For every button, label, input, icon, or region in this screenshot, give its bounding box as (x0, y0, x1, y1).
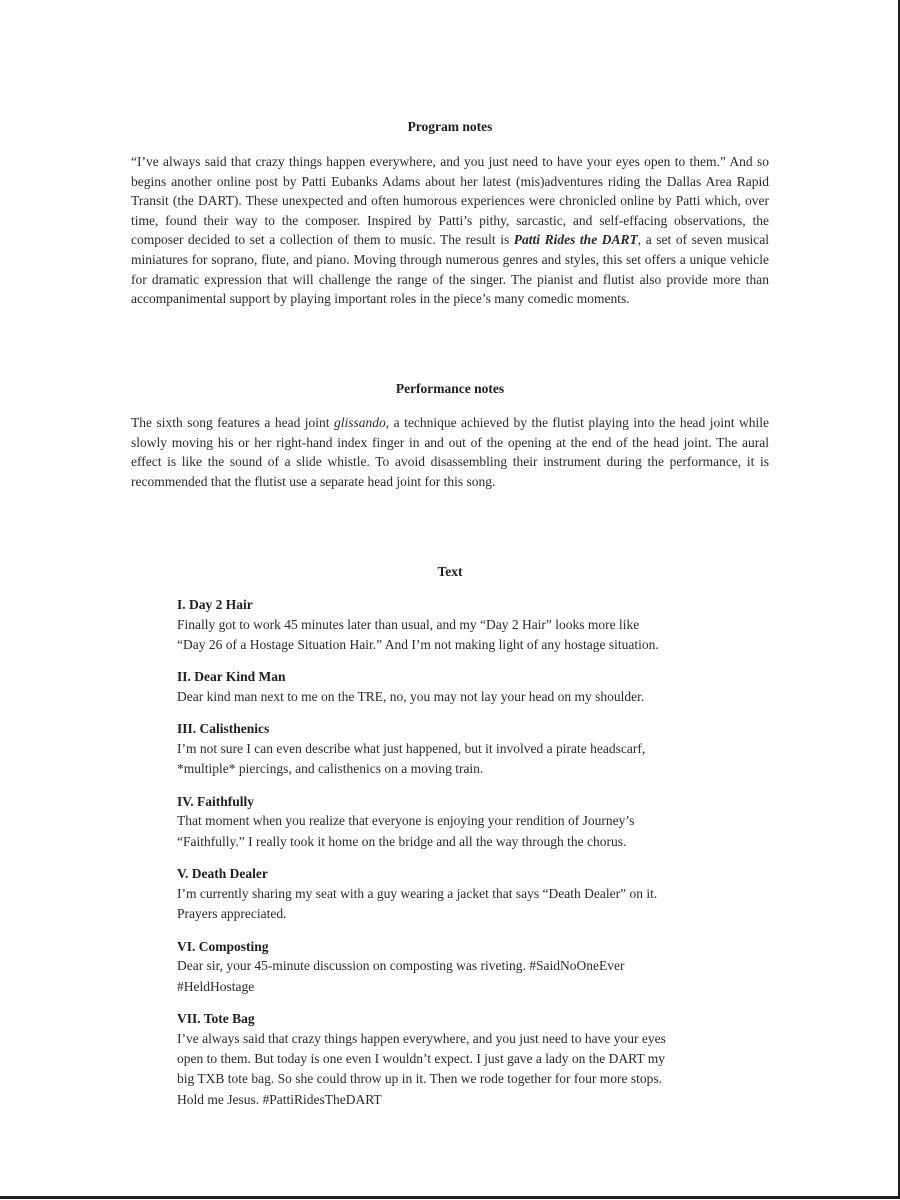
song-title: VII. Tote Bag (177, 1011, 255, 1027)
song-title: II. Dear Kind Man (177, 669, 286, 685)
performance-notes-heading: Performance notes (395, 381, 505, 396)
song-item (177, 937, 737, 997)
performance-notes-text-part2: a technique achieved by the flutist playing into the head joint while slowly moving his or her right-hand index finger in and out of the opening at the end of the head joint. The aural effect is like the sound of a slide whistle. To avoid disassembling their instrument during the performance, it is recommended that the flutist use a separate head joint for this song. (131, 415, 769, 489)
program-notes-text-part1: “I’ve always said that crazy things happen everywhere, and you just need to have your eyes open to them.” And so begins another online post by Patti Eubanks Adams about her latest (mis)adventures riding the Dallas Area Rapid Transit (the DART). These unexpected and often humorous experiences were chronicled online by Patti which, over time, found their way to the composer. Inspired by Patti’s pithy, sarcastic, and self-effacing observations, the composer decided to set a collection of them to music. The result is (131, 154, 769, 248)
program-notes-heading: Program notes (407, 119, 493, 134)
song-list (177, 595, 737, 1110)
program-notes-section (131, 119, 769, 309)
performance-notes-section (131, 381, 769, 491)
performance-notes-text-part1: The sixth song features a head joint (131, 415, 335, 430)
song-lyrics: Dear kind man next to me on the TRE, no, you may not lay your head on my shoulder. (177, 689, 645, 704)
program-notes-text-part2: , a set of seven musical miniatures for soprano, flute, and piano. Moving through numerous genres and styles, this set offers a unique vehicle for dramatic expression that will challenge the range of the singer. The pianist and flutist also provide more than accompanimental support by playing important roles in the piece’s many comedic moments. (131, 232, 769, 307)
song-lyrics: Finally got to work 45 minutes later than usual, and my “Day 2 Hair” looks more like “Day 26 of a Hostage Situation Hair.” And I’m not making light of any hostage situation. (177, 616, 659, 652)
song-lyrics: I’m not sure I can even describe what just happened, but it involved a pirate headscarf, *multiple* piercings, and calisthenics on a moving train. (177, 741, 646, 777)
song-item (177, 595, 737, 655)
song-item (177, 719, 737, 779)
song-title: IV. Faithfully (177, 793, 255, 809)
song-item (177, 1009, 737, 1110)
song-lyrics: Dear sir, your 45-minute discussion on composting was riveting. #SaidNoOneEver #HeldHostage (177, 958, 625, 994)
song-item (177, 667, 737, 707)
song-lyrics: I’ve always said that crazy things happen everywhere, and you just need to have your eyes open to them. But today is one even I wouldn’t expect. I just gave a lady on the DART my big TXB tote bag. So she could throw up in it. Then we rode together for four more stops. Hold me Jesus. #PattiRidesTheDART (177, 1030, 666, 1107)
text-section (131, 564, 769, 1122)
song-lyrics: I’m currently sharing my seat with a guy wearing a jacket that says “Death Dealer” on it. Prayers appreciated. (177, 885, 658, 922)
song-title: III. Calisthenics (177, 721, 270, 737)
song-lyrics: That moment when you realize that everyone is enjoying your rendition of Journey’s “Faithfully.” I really took it home on the bridge and all the way through the chorus. (177, 813, 635, 849)
text-heading: Text (437, 564, 463, 579)
song-item (177, 792, 737, 852)
performance-notes-paragraph (131, 413, 769, 491)
song-title: VI. Composting (177, 938, 269, 954)
song-title: I. Day 2 Hair (177, 597, 253, 612)
song-title: V. Death Dealer (177, 866, 268, 882)
piece-title: Patti Rides the DART (513, 232, 638, 248)
song-item (177, 864, 737, 924)
glissando-term: glissando, (334, 415, 390, 430)
program-notes-paragraph (131, 152, 769, 309)
